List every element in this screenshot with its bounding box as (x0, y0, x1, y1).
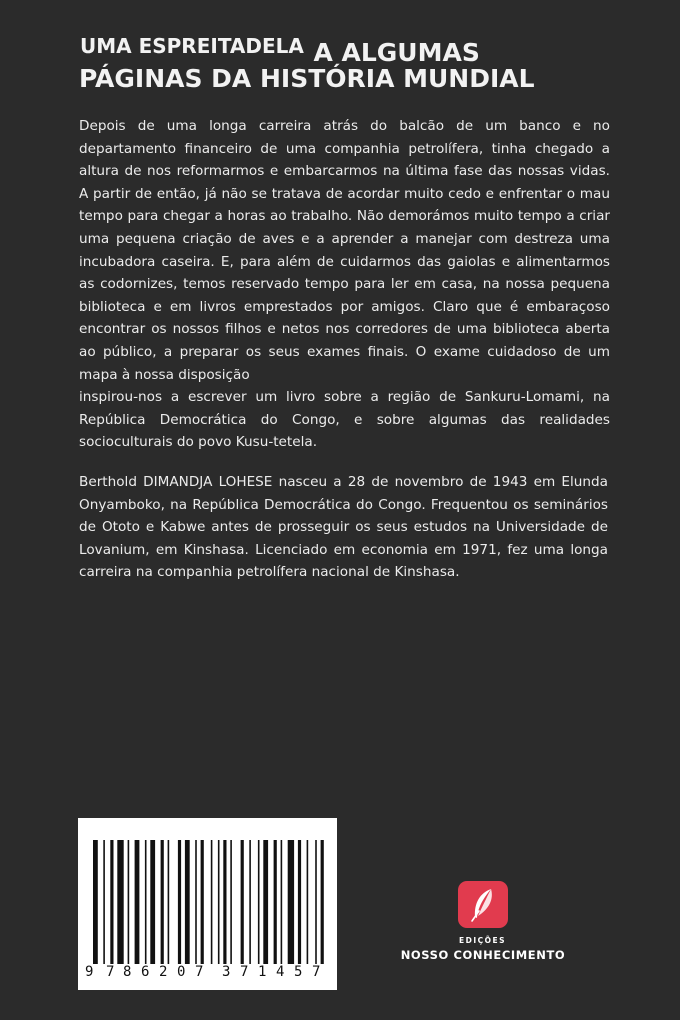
barcode-bar (298, 840, 301, 964)
barcode-bar (211, 840, 213, 964)
publisher-name: NOSSO CONHECIMENTO (400, 948, 566, 962)
barcode-bar (307, 840, 309, 964)
barcode-digit: 6 (141, 964, 150, 980)
barcode-bar (135, 840, 140, 964)
barcode-bar (249, 840, 251, 964)
barcode-bar (195, 840, 197, 964)
book-title-line-2: PÁGINAS DA HISTÓRIA MUNDIAL (79, 64, 535, 93)
barcode-digit: 1 (258, 964, 267, 980)
barcode-digit: 8 (123, 964, 132, 980)
barcode-bar (145, 840, 147, 964)
barcode-bar (201, 840, 204, 964)
barcode-digit: 0 (177, 964, 186, 980)
barcode-bar (315, 840, 317, 964)
barcode-digit: 7 (312, 964, 321, 980)
barcode-bar (185, 840, 190, 964)
barcode-bar (258, 840, 260, 964)
barcode-bar (281, 840, 283, 964)
barcode-bar (150, 840, 155, 964)
barcode-bar (128, 840, 130, 964)
barcode-digits (78, 964, 337, 984)
barcode-bar (178, 840, 181, 964)
description-paragraph-2: inspirou-nos a escrever um livro sobre a região de Sankuru-Lomami, na República Democrática do Congo, e sobre algumas das realidades socioculturais do povo Kusu-tetela. (79, 389, 610, 451)
feather-icon (458, 881, 508, 928)
barcode-bar (168, 840, 170, 964)
barcode-bar (117, 840, 123, 964)
publisher-label: EDIÇÕES (458, 936, 507, 945)
barcode-bars (78, 818, 337, 964)
barcode-bar (274, 840, 277, 964)
barcode-bar (93, 840, 98, 964)
barcode-bar (223, 840, 226, 964)
barcode-bar (241, 840, 244, 964)
book-title-part-1: UMA ESPREITADELA (80, 34, 304, 58)
barcode-bar (230, 840, 232, 964)
barcode-digit: 7 (240, 964, 249, 980)
barcode-bar (321, 840, 324, 964)
barcode-bar (263, 840, 268, 964)
description-paragraph-1: Depois de uma longa carreira atrás do balcão de um banco e no departamento financeiro de uma companhia petrolífera, tinha chegado a altura de nos reformarmos e embarcarmos na última fase das nossas vidas. A partir de então, já não se tratava de acordar muito cedo e enfrentar o mau tempo para chegar a horas ao trabalho. Não demorámos muito tempo a criar uma pequena criação de aves e a aprender a manejar com destreza uma incubadora caseira. E, para além de cuidarmos das gaiolas e alimentarmos as codornizes, temos reservado tempo para ler em casa, na nossa pequena biblioteca e em livros emprestados por amigos. Claro que é embaraçoso encontrar os nossos filhos e netos nos corredores de uma biblioteca aberta ao público, a preparar os seus exames finais. O exame cuidadoso de um mapa à nossa disposição (79, 118, 610, 383)
barcode-bar (288, 840, 294, 964)
barcode-bar (103, 840, 105, 964)
barcode-digit: 3 (222, 964, 231, 980)
publisher-logo (458, 881, 508, 928)
book-title-line-1 (80, 34, 640, 65)
book-description (79, 115, 610, 454)
barcode-digit: 5 (294, 964, 303, 980)
barcode-bar (161, 840, 164, 964)
barcode-bar (110, 840, 113, 964)
book-title-part-2: A ALGUMAS (313, 38, 480, 67)
barcode-digit: 9 (85, 964, 94, 980)
barcode-digit: 2 (159, 964, 168, 980)
author-biography: Berthold DIMANDJA LOHESE nasceu a 28 de novembro de 1943 em Elunda Onyamboko, na República Democrática do Congo. Frequentou os seminários de Ototo e Kabwe antes de prosseguir os seus estudos na Universidade de Lovanium, em Kinshasa. Licenciado em economia em 1971, fez uma longa carreira na companhia petrolífera nacional de Kinshasa. (79, 474, 608, 580)
barcode-digit: 7 (106, 964, 115, 980)
barcode-digit: 4 (276, 964, 285, 980)
barcode-digit: 7 (195, 964, 204, 980)
barcode-bar (218, 840, 220, 964)
isbn-barcode (78, 818, 337, 990)
